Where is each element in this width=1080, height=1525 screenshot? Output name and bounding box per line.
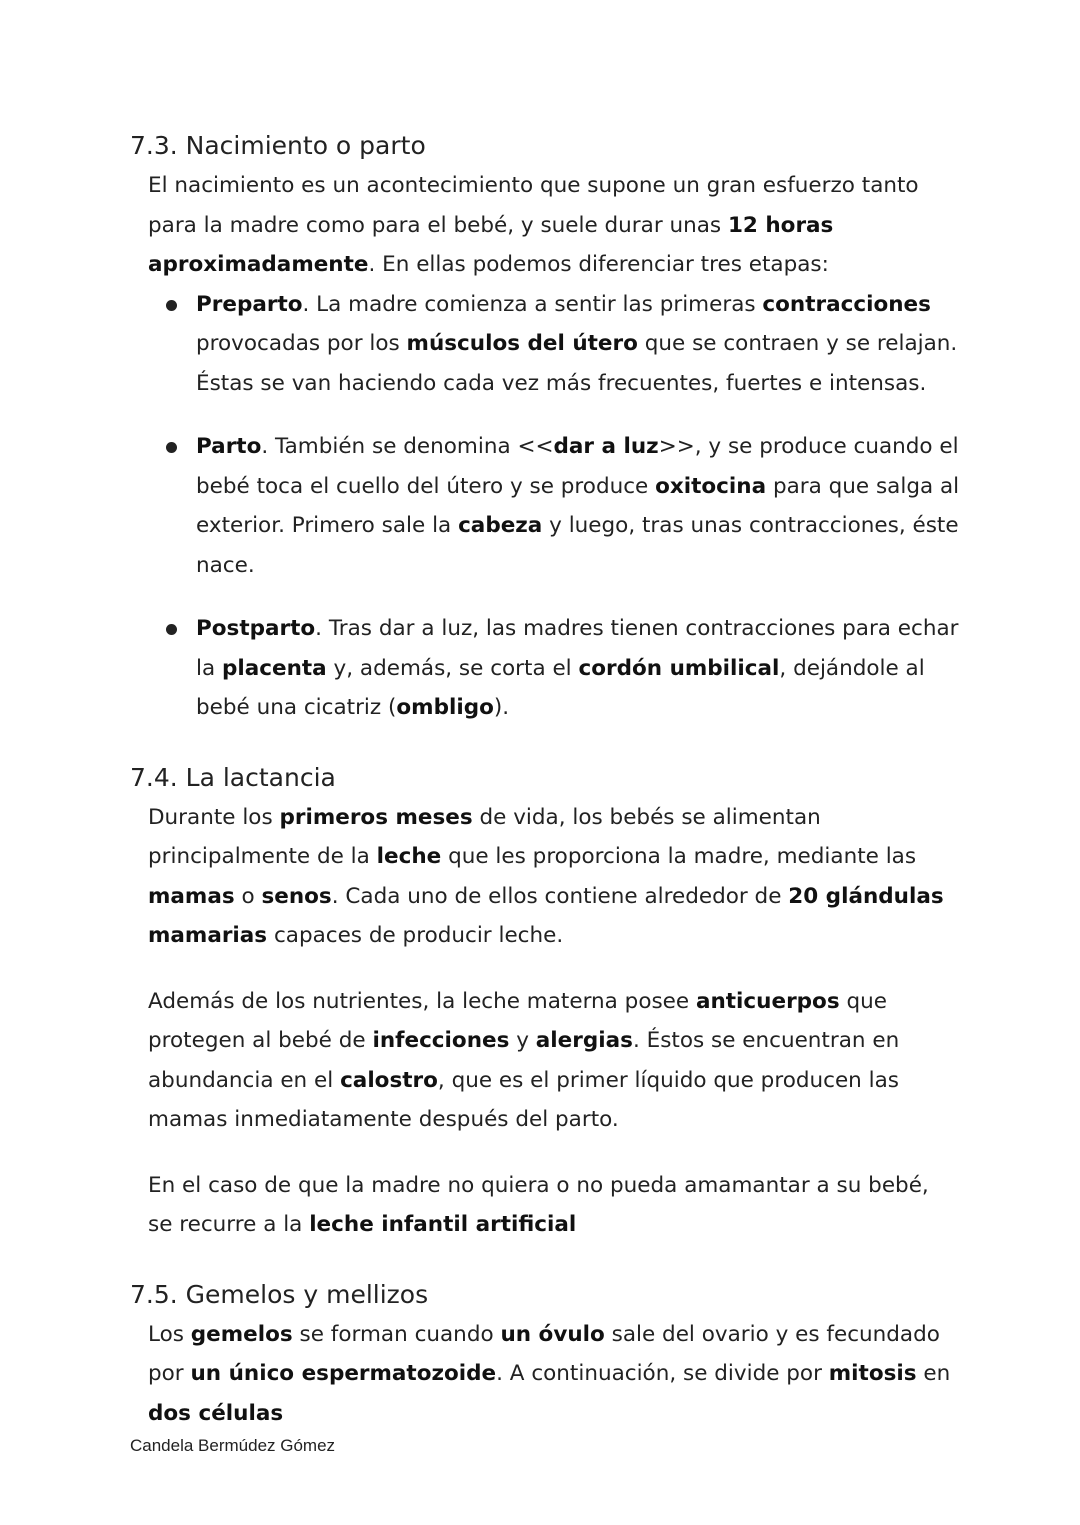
section-heading-7-3: 7.3. Nacimiento o parto [130, 131, 426, 160]
bold-term: cordón umbilical [578, 655, 780, 681]
bold-term: leche [376, 844, 442, 869]
text-run: . Tras dar a luz, las madres tienen contracciones para echar la [196, 616, 959, 681]
paragraph-7-4-2 [130, 982, 960, 1140]
bold-term: alergias [535, 1028, 633, 1053]
footer-author: Candela Bermúdez Gómez [130, 1436, 336, 1455]
bold-term: anticuerpos [695, 988, 840, 1014]
text-run: . A continuación, se divide por [496, 1361, 829, 1386]
bold-term: contracciones [762, 291, 931, 317]
bold-term: cabeza [458, 513, 543, 538]
text-run: . Cada uno de ellos contiene alrededor de [331, 883, 789, 909]
bold-term: 20 glándulas mamarias [148, 883, 944, 948]
text-run: . También se denomina << [261, 434, 554, 459]
text-run: de vida, los bebés se alimentan principalmente de la [148, 804, 821, 869]
bold-term: primeros meses [279, 804, 473, 830]
bold-term: Parto [196, 434, 262, 459]
bold-term: senos [261, 883, 332, 909]
bold-term: músculos del útero [406, 331, 638, 356]
bold-term: calostro [340, 1067, 438, 1093]
section-heading-7-5: 7.5. Gemelos y mellizos [130, 1279, 429, 1309]
text-run: que les proporciona la madre, mediante las [441, 844, 917, 869]
text-run: para que salga al exterior. Primero sale la [196, 473, 960, 538]
text-run: . Éstos se encuentran en abundancia en el [148, 1028, 900, 1093]
bold-term: Preparto [196, 291, 303, 317]
paragraph-7-4-3 [130, 1166, 960, 1245]
section-heading-7-4: 7.4. La lactancia [130, 762, 336, 792]
page-content [130, 126, 960, 1433]
list-item-text [196, 292, 957, 396]
list-item-postparto [130, 609, 960, 728]
bold-term: ombligo [396, 695, 494, 720]
text-run: y luego, tras unas contracciones, éste nace. [196, 513, 959, 578]
text-run: y [509, 1028, 536, 1053]
bold-term: dar a luz [553, 434, 659, 459]
text-run: que se contraen y se relajan. Éstas se van haciendo cada vez más frecuentes, fuertes e intensas. [196, 331, 958, 396]
text-run: Los [148, 1321, 191, 1347]
text-run: . La madre comienza a sentir las primeras [302, 291, 763, 317]
text-run: >>, y se produce cuando el bebé toca el cuello del útero y se produce [196, 434, 959, 499]
text-run: Durante los [148, 804, 280, 830]
list-item-parto [130, 427, 960, 585]
paragraph-7-5 [130, 1315, 960, 1434]
paragraph-7-4-1 [130, 798, 960, 956]
bold-term: dos células [148, 1400, 284, 1426]
bold-term: oxitocina [655, 473, 767, 499]
list-item-text [196, 434, 959, 578]
bold-term: infecciones [372, 1028, 510, 1053]
text-run: , dejándole al bebé una cicatriz ( [196, 655, 925, 720]
text-run: en [916, 1361, 951, 1386]
text-run: Además de los nutrientes, la leche materna posee [148, 988, 696, 1014]
text-run: provocadas por los [196, 331, 407, 356]
text-run: que protegen al bebé de [148, 988, 887, 1053]
paragraph-7-3-intro [130, 166, 960, 285]
bold-term: gemelos [190, 1321, 293, 1347]
text-run: ). [493, 695, 510, 720]
stages-list [130, 285, 960, 728]
bold-term: placenta [221, 655, 327, 681]
text-run: , que es el primer líquido que producen las mamas inmediatamente después del parto. [148, 1067, 899, 1132]
bullet-icon [166, 624, 177, 635]
text-run: se forman cuando [292, 1321, 501, 1347]
bold-term: 12 horas aproximadamente [148, 212, 834, 277]
text-run: En el caso de que la madre no quiera o no pueda amamantar a su bebé, se recurre a la [148, 1172, 929, 1237]
bullet-icon [166, 300, 177, 311]
text-run: capaces de producir leche. [267, 923, 564, 948]
bullet-icon [166, 442, 177, 453]
text-run: o [234, 883, 262, 909]
bold-term: Postparto [196, 616, 316, 641]
bold-term: mamas [148, 883, 235, 909]
text-run: sale del ovario y es fecundado por [148, 1321, 940, 1386]
bold-term: un único espermatozoide [190, 1361, 497, 1386]
text-run: y, además, se corta el [326, 655, 579, 681]
bold-term: un óvulo [500, 1321, 605, 1347]
text-run: . En ellas podemos diferenciar tres etapas: [368, 252, 829, 277]
text-run: El nacimiento es un acontecimiento que supone un gran esfuerzo tanto para la madre como para el bebé, y suele durar unas [148, 173, 919, 238]
list-item-preparto [130, 285, 960, 404]
list-item-text [196, 616, 959, 720]
bold-term: mitosis [828, 1361, 917, 1386]
bold-term: leche infantil artificial [309, 1212, 577, 1237]
